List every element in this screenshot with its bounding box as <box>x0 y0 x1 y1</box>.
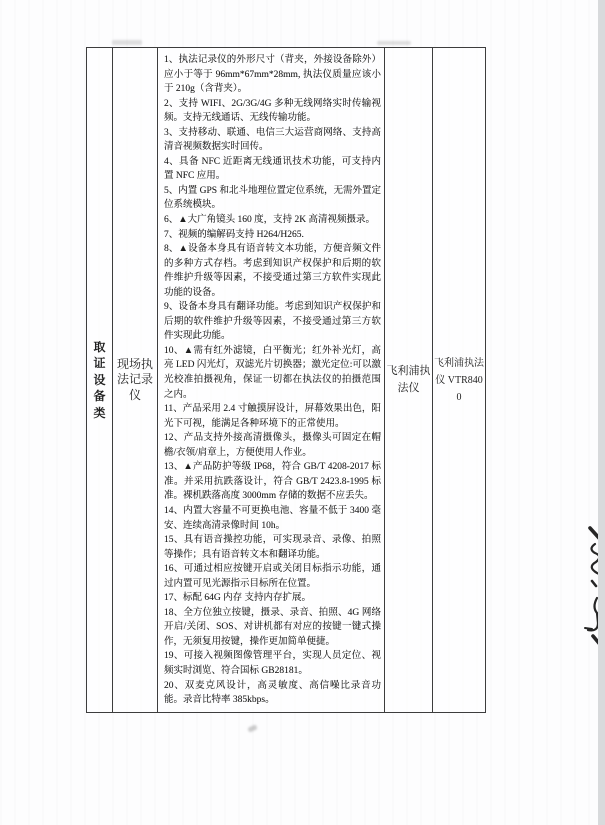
spec-item: 5、内置 GPS 和北斗地理位置定位系统，无需外置定位系统模块。 <box>164 185 381 211</box>
scan-smudge <box>377 41 411 45</box>
spec-item: 14、内置大容量不可更换电池、容量不低于 3400 毫安、连续高清录像时间 10h。 <box>164 505 381 531</box>
spec-item: 8、▲设备本身具有语音转文本功能，方便音频文件的多种方式存档。考虑到知识产权保护和后期的软件维护升级等因素，不接受通过第三方软件实现此功能的设备。 <box>164 244 381 298</box>
brand-cell <box>384 48 432 712</box>
spec-item: 20、双麦克风设计，高灵敏度、高信噪比录音功能。录音比特率 385kbps。 <box>164 680 381 706</box>
brand-label: 飞利浦执法仪 <box>386 365 431 394</box>
spec-item: 17、标配 64G 内存 支持内存扩展。 <box>164 593 311 604</box>
scan-smudge <box>112 40 142 45</box>
equipment-spec-table <box>86 47 486 713</box>
spec-item: 7、视频的编解码支持 H264/H265. <box>164 229 304 240</box>
device-cell <box>112 48 157 712</box>
spec-item: 19、可接入视频图像管理平台，实现人员定位、视频实时浏览、符合国标 GB28181。 <box>164 651 381 676</box>
spec-item: 12、产品支持外接高清摄像头，摄像头可固定在帽檐/衣领/肩章上，方便使用人作业。 <box>164 433 381 458</box>
scan-smudge <box>247 724 257 732</box>
spec-item: 2、支持 WIFI、2G/3G/4G 多种无线网络实时传输视频。支持无线通话、无线传输功能。 <box>164 98 381 124</box>
spec-item: 6、▲大广角镜头 160 度，支持 2K 高清视频摄录。 <box>164 215 376 226</box>
spec-item: 13、▲产品防护等级 IP68，符合 GB/T 4208-2017 标准。并采用抗跌落设计，符合 GB/T 2423.8-1995 标准。裸机跌落高度 3000mm 存储的数据不应丢失。 <box>164 462 381 502</box>
spec-item: 3、支持移动、联通、电信三大运营商网络、支持高清音视频数据实时回传。 <box>164 127 381 153</box>
spec-item: 1、执法记录仪的外形尺寸（背夹，外接设备除外）应小于等于 96mm*67mm*28mm, 执法仪质量应该小于 210g（含背夹）。 <box>164 55 381 95</box>
spec-item: 16、可通过相应按键开启或关闭目标指示功能，通过内置可见光源指示目标所在位置。 <box>164 564 381 589</box>
spec-item: 11、产品采用 2.4 寸触摸屏设计，屏幕效果出色，阳光下可视，能满足各种环境下的正常使用。 <box>164 404 381 429</box>
spec-item: 15、具有语音操控功能，可实现录音、录像、拍照等操作；具有语音转文本和翻译功能。 <box>164 535 381 560</box>
spec-item: 10、▲需有红外滤镜，白平衡光；红外补光灯，高亮 LED 闪光灯，双滤光片切换器；激光定位:可以激光校准拍摄视角，保证一切都在执法仪的拍摄范围之内。 <box>164 345 381 400</box>
model-cell <box>432 48 485 712</box>
spec-item: 18、全方位独立按键，摄录、录音、拍照、4G 网络开启/关闭、SOS、对讲机都有对应的按键一键式操作，无须复用按键，操作更加简单便捷。 <box>164 607 381 647</box>
model-label: 飞利浦执法仪 VTR8400 <box>434 357 484 403</box>
spec-item: 9、设备本身具有翻译功能。考虑到知识产权保护和后期的软件维护升级等因素，不接受通过第三方软件实现此功能。 <box>164 302 381 342</box>
device-label: 现场执法记录仪 <box>116 356 153 402</box>
category-label: 取证设备类 <box>93 339 106 420</box>
scanner-edge-strip <box>598 0 605 825</box>
spec-list-cell <box>157 48 384 712</box>
category-cell <box>87 48 112 712</box>
spec-item: 4、具备 NFC 近距离无线通讯技术功能，可支持内置 NFC 应用。 <box>164 156 381 182</box>
